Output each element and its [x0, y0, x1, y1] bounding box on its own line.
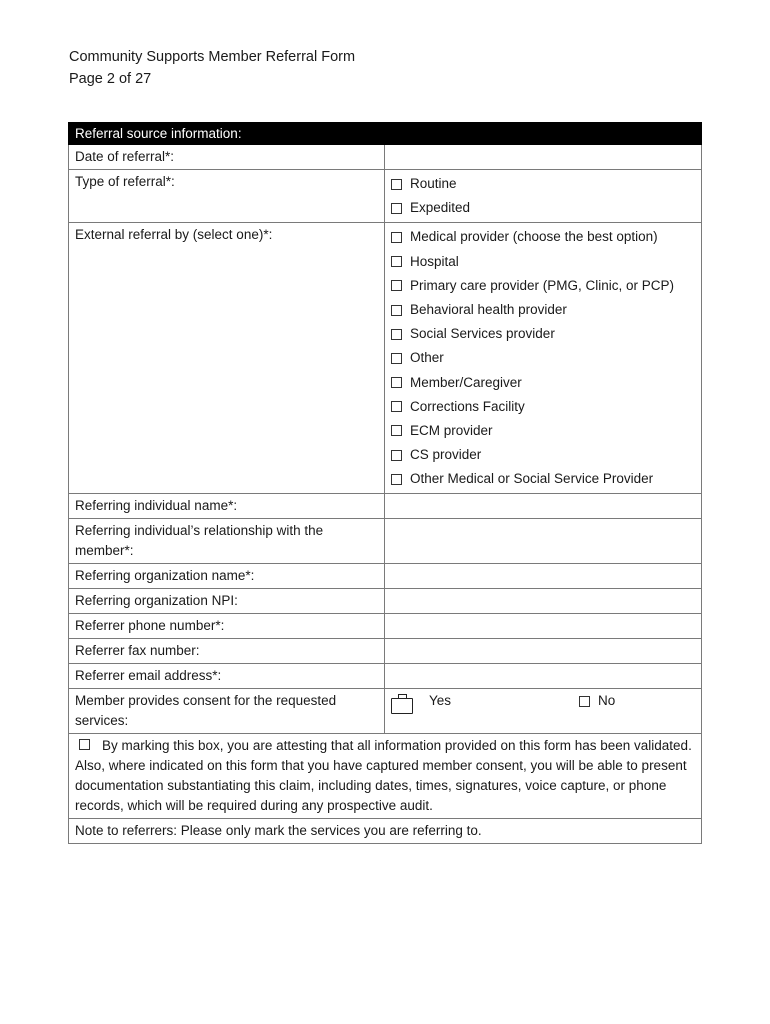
- option-expedited[interactable]: [391, 196, 695, 220]
- option-routine[interactable]: [391, 172, 695, 196]
- option-label: Hospital: [410, 253, 459, 269]
- row-external-referral: [69, 223, 702, 494]
- option-member-caregiver[interactable]: [391, 371, 695, 395]
- checkbox-icon[interactable]: [391, 425, 402, 436]
- consent-label: Member provides consent for the requested services:: [69, 689, 385, 734]
- consent-options: [385, 689, 702, 734]
- option-cs-provider[interactable]: [391, 443, 695, 467]
- form-title: Community Supports Member Referral Form: [69, 49, 356, 65]
- referring-relationship-field[interactable]: [385, 519, 702, 564]
- option-label: Social Services provider: [410, 326, 555, 342]
- checkbox-icon[interactable]: [391, 305, 402, 316]
- option-label: Behavioral health provider: [410, 302, 567, 318]
- phone-field[interactable]: [385, 614, 702, 639]
- checkbox-icon[interactable]: [391, 179, 402, 190]
- row-referring-relationship: [69, 519, 702, 564]
- option-behavioral-health[interactable]: [391, 298, 695, 322]
- checkbox-icon[interactable]: [391, 232, 402, 243]
- section-title: Referral source information:: [69, 123, 702, 145]
- referring-relationship-label: Referring individual’s relationship with the member*:: [69, 519, 385, 564]
- fax-label: Referrer fax number:: [69, 639, 385, 664]
- org-name-field[interactable]: [385, 564, 702, 589]
- option-label: Expedited: [410, 200, 471, 216]
- checkbox-icon[interactable]: [391, 353, 402, 364]
- org-npi-field[interactable]: [385, 589, 702, 614]
- option-label: Routine: [410, 176, 457, 192]
- date-of-referral-label: Date of referral*:: [69, 145, 385, 170]
- row-consent: [69, 689, 702, 734]
- referring-name-field[interactable]: [385, 494, 702, 519]
- section-header-row: [69, 123, 702, 145]
- row-date-of-referral: [69, 145, 702, 170]
- option-ecm-provider[interactable]: [391, 419, 695, 443]
- referring-name-label: Referring individual name*:: [69, 494, 385, 519]
- option-other[interactable]: [391, 346, 695, 370]
- yes-checkbox-icon[interactable]: [391, 698, 413, 714]
- checkbox-icon[interactable]: [391, 203, 402, 214]
- option-label: Member/Caregiver: [410, 374, 522, 390]
- checkbox-icon[interactable]: [391, 401, 402, 412]
- checkbox-icon[interactable]: [391, 280, 402, 291]
- row-note: [69, 819, 702, 844]
- checkbox-icon[interactable]: [391, 377, 402, 388]
- page-number: Page 2 of 27: [69, 71, 152, 87]
- email-field[interactable]: [385, 664, 702, 689]
- row-org-npi: [69, 589, 702, 614]
- row-type-of-referral: [69, 170, 702, 223]
- org-npi-label: Referring organization NPI:: [69, 589, 385, 614]
- option-label: Corrections Facility: [410, 398, 525, 414]
- option-label: CS provider: [410, 447, 482, 463]
- option-medical-provider[interactable]: [391, 225, 695, 249]
- checkbox-icon[interactable]: [391, 474, 402, 485]
- row-email: [69, 664, 702, 689]
- phone-label: Referrer phone number*:: [69, 614, 385, 639]
- referral-source-table: [68, 122, 702, 844]
- option-label: Other: [410, 350, 444, 366]
- option-hospital[interactable]: [391, 250, 695, 274]
- note-text: Note to referrers: Please only mark the services you are referring to.: [69, 819, 702, 844]
- checkbox-icon[interactable]: [391, 256, 402, 267]
- option-no[interactable]: [579, 691, 615, 711]
- type-of-referral-label: Type of referral*:: [69, 170, 385, 223]
- option-label: Medical provider (choose the best option): [410, 229, 658, 245]
- type-of-referral-options: [385, 170, 702, 223]
- document-header: [69, 46, 355, 90]
- checkbox-icon[interactable]: [391, 450, 402, 461]
- no-label: No: [598, 693, 616, 709]
- option-label: Other Medical or Social Service Provider: [410, 471, 654, 487]
- external-referral-label: External referral by (select one)*:: [69, 223, 385, 494]
- option-label: Primary care provider (PMG, Clinic, or PCP): [410, 277, 675, 293]
- option-corrections-facility[interactable]: [391, 395, 695, 419]
- yes-label: Yes: [429, 693, 452, 709]
- external-referral-options: [385, 223, 702, 494]
- date-of-referral-field[interactable]: [385, 145, 702, 170]
- fax-field[interactable]: [385, 639, 702, 664]
- option-primary-care[interactable]: [391, 274, 695, 298]
- org-name-label: Referring organization name*:: [69, 564, 385, 589]
- row-fax: [69, 639, 702, 664]
- row-attestation: [69, 734, 702, 819]
- row-phone: [69, 614, 702, 639]
- email-label: Referrer email address*:: [69, 664, 385, 689]
- attestation-cell: [69, 734, 702, 819]
- row-referring-name: [69, 494, 702, 519]
- row-org-name: [69, 564, 702, 589]
- option-label: ECM provider: [410, 422, 493, 438]
- option-social-services[interactable]: [391, 322, 695, 346]
- attestation-text: By marking this box, you are attesting that all information provided on this form has been validated. Also, where indicated on this form that you have captured member consent, you will be able to present documentation substantiating this claim, including dates, times, signatures, voice capture, or phone records, which will be required during any prospective audit.: [75, 738, 692, 814]
- option-other-medical-social[interactable]: [391, 467, 695, 491]
- attestation-checkbox-icon[interactable]: [79, 739, 90, 750]
- no-checkbox-icon[interactable]: [579, 696, 590, 707]
- checkbox-icon[interactable]: [391, 329, 402, 340]
